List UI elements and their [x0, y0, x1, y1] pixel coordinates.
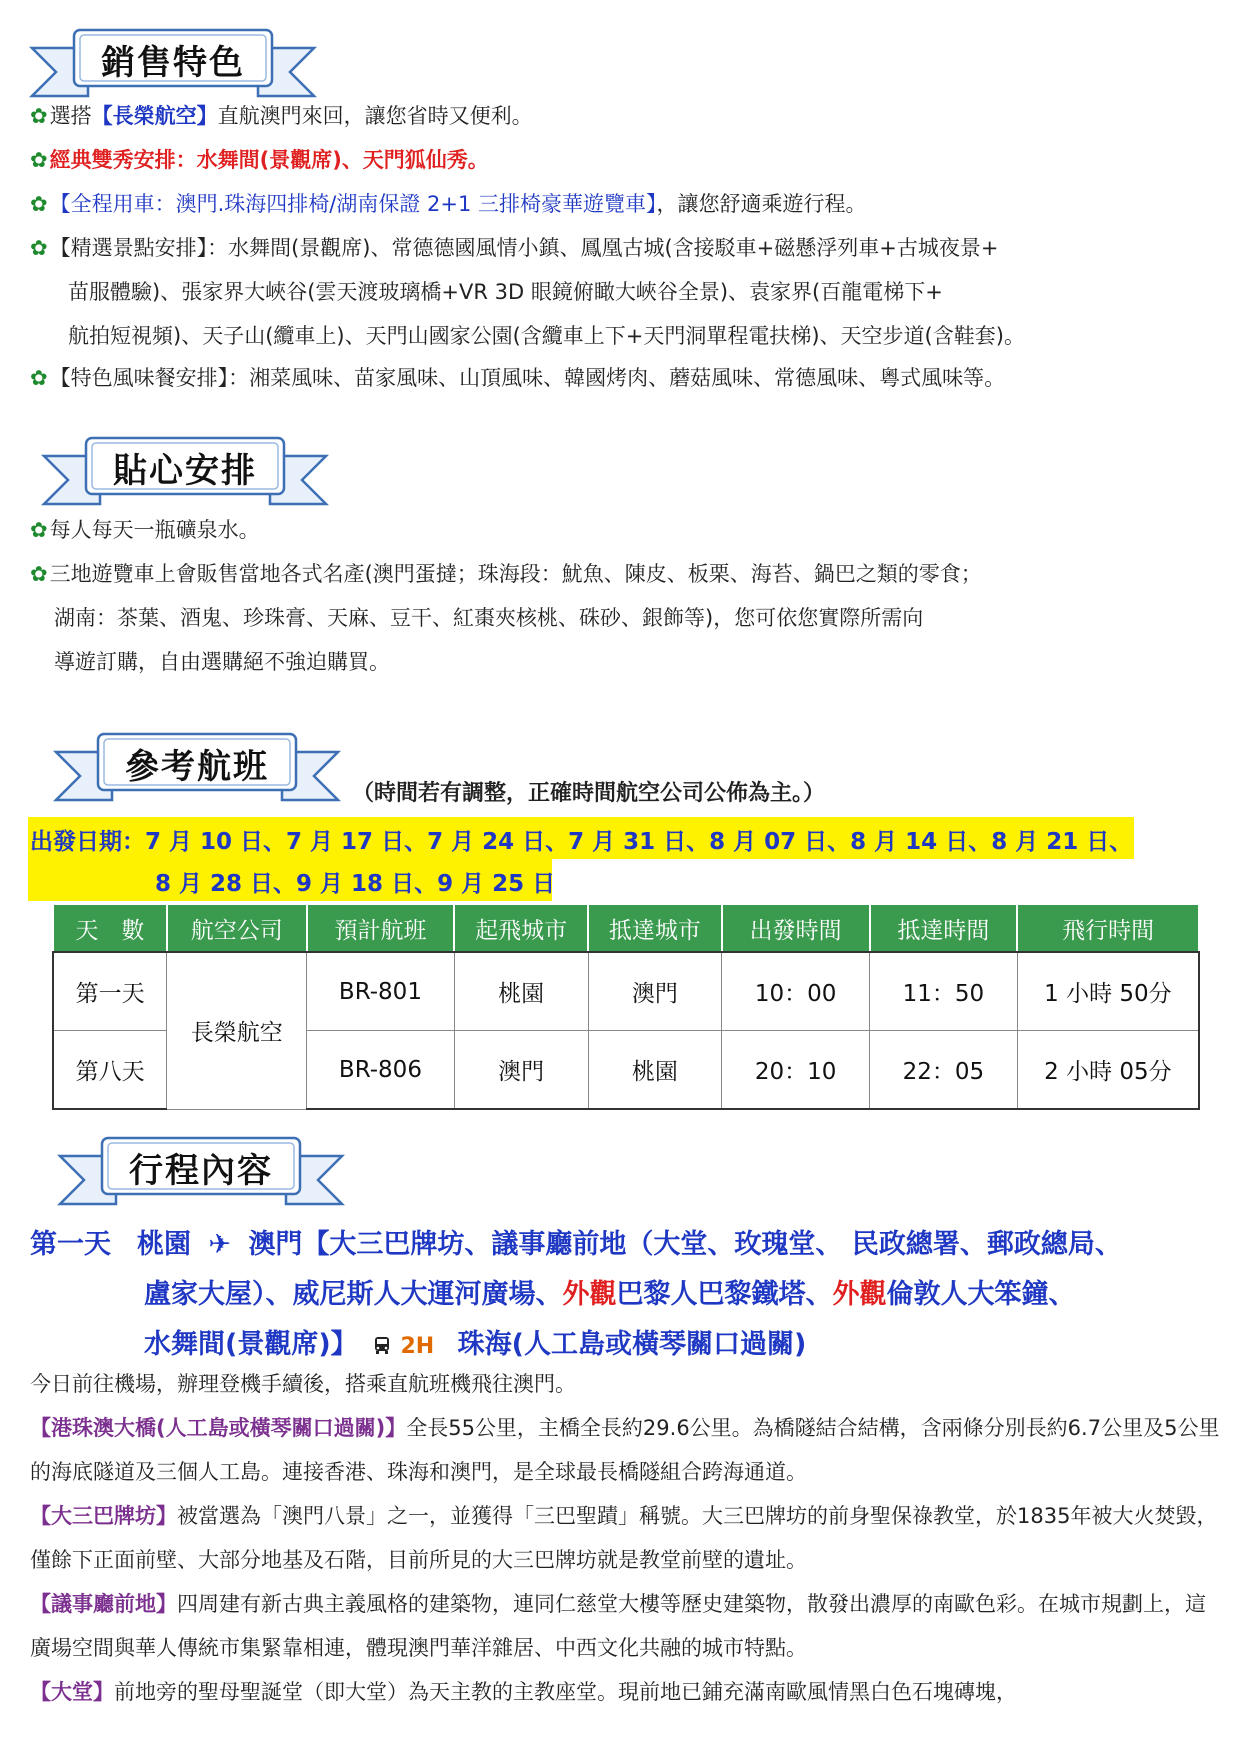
day1-description	[30, 1406, 1220, 1714]
banner-care-title: 貼心安排	[113, 451, 257, 491]
banner-flights-title: 參考航班	[125, 747, 269, 787]
bus-icon	[373, 1335, 391, 1355]
cell-flight: BR-801	[307, 952, 455, 1031]
flights-note: （時間若有調整，正確時間航空公司公佈為主。）	[352, 781, 826, 806]
cell-dur: 1 小時 50分	[1017, 952, 1199, 1031]
col-header: 抵達城市	[588, 904, 722, 952]
banner-features	[28, 26, 318, 102]
banner-care	[40, 434, 330, 510]
col-header: 航空公司	[167, 904, 307, 952]
flower-icon: ✿	[30, 366, 48, 390]
banner-itinerary	[56, 1134, 346, 1210]
banner-itinerary-title: 行程內容	[129, 1151, 273, 1191]
cell-arr: 11：50	[870, 952, 1018, 1031]
flight-table-header	[53, 904, 1199, 952]
col-header: 抵達時間	[870, 904, 1018, 952]
cell-to: 桃園	[588, 1031, 722, 1110]
day1-heading-line-2: 盧家大屋）、威尼斯人大運河廣場、外觀巴黎人巴黎鐵塔、外觀倫敦人大笨鐘、	[144, 1279, 1076, 1310]
feature-bullet-4: ✿【精選景點安排】：水舞間(景觀席)、常德德國風情小鎮、鳳凰古城(含接駁車+磁懸浮列車+古城夜景+	[30, 236, 999, 260]
cell-dep: 10：00	[722, 952, 870, 1031]
flower-icon: ✿	[30, 148, 48, 172]
feature-bullet-1: ✿選搭【長榮航空】直航澳門來回，讓您省時又便利。	[30, 104, 533, 128]
care-bullet-1: ✿每人每天一瓶礦泉水。	[30, 518, 260, 542]
feature-bullet-3: ✿【全程用車：澳門.珠海四排椅/湖南保證 2+1 三排椅豪華遊覽車】，讓您舒適乘遊行程。	[30, 192, 867, 216]
flower-icon: ✿	[30, 562, 48, 586]
care-bullet-2-line-3: 導遊訂購，自由選購絕不強迫購買。	[54, 650, 390, 674]
cell-day: 第一天	[53, 952, 167, 1031]
day1-label: 第一天	[30, 1229, 111, 1260]
feature-bullet-4-line-2: 苗服體驗)、張家界大峽谷(雲天渡玻璃橋+VR 3D 眼鏡俯瞰大峽谷全景)、袁家界(百龍電梯下+	[68, 280, 943, 304]
flower-icon: ✿	[30, 192, 48, 216]
cell-to: 澳門	[588, 952, 722, 1031]
col-header: 預計航班	[307, 904, 455, 952]
col-header: 起飛城市	[454, 904, 588, 952]
para-bridge: 【港珠澳大橋(人工島或橫琴關口過關)】全長55公里，主橋全長約29.6公里。為橋隧結合結構，含兩條分別長約6.7公里及5公里的海底隧道及三個人工島。連接香港、珠海和澳門，是全球最長橋隧組合跨海通道。	[30, 1416, 1220, 1484]
col-header: 天 數	[53, 904, 167, 952]
cell-dur: 2 小時 05分	[1017, 1031, 1199, 1110]
col-header: 飛行時間	[1017, 904, 1199, 952]
flight-table	[52, 903, 1200, 1110]
airplane-icon: ✈	[208, 1229, 232, 1260]
cell-airline: 長榮航空	[167, 952, 307, 1109]
cell-arr: 22：05	[870, 1031, 1018, 1110]
feature-bullet-5: ✿【特色風味餐安排】：湘菜風味、苗家風味、山頂風味、韓國烤肉、蘑菇風味、常德風味、粵式風味等。	[30, 366, 1006, 390]
table-row	[53, 952, 1199, 1031]
departure-dates-line-1: 出發日期：7 月 10 日、7 月 17 日、7 月 24 日、7 月 31 日、8 月 07 日、8 月 14 日、8 月 21 日、	[30, 829, 1133, 855]
cell-flight: BR-806	[307, 1031, 455, 1110]
cell-day: 第八天	[53, 1031, 167, 1110]
flower-icon: ✿	[30, 518, 48, 542]
flower-icon: ✿	[30, 236, 48, 260]
day1-heading-line-3: 水舞間(景觀席)】 2H 珠海(人工島或橫琴關口過關)	[144, 1329, 807, 1360]
day1-intro: 今日前往機場，辦理登機手續後，搭乘直航班機飛往澳門。	[30, 1372, 576, 1396]
care-bullet-2-line-2: 湖南：茶葉、酒鬼、珍珠膏、天麻、豆干、紅棗夾核桃、硃砂、銀飾等)，您可依您實際所需向	[54, 606, 924, 630]
para-ruins: 【大三巴牌坊】被當選為「澳門八景」之一，並獲得「三巴聖蹟」稱號。大三巴牌坊的前身聖保祿教堂，於1835年被大火焚毀，僅餘下正面前壁、大部分地基及石階，目前所見的大三巴牌坊就是教堂前壁的遺址。	[30, 1504, 1218, 1572]
care-bullet-2: ✿三地遊覽車上會販售當地各式名產(澳門蛋撻；珠海段：魷魚、陳皮、板栗、海苔、鍋巴之類的零食；	[30, 562, 982, 586]
feature-bullet-2: ✿經典雙秀安排：水舞間(景觀席)、天門狐仙秀。	[30, 148, 489, 172]
departure-dates-line-2: 8 月 28 日、9 月 18 日、9 月 25 日	[155, 871, 556, 897]
day1-from: 桃園	[137, 1229, 191, 1260]
para-senado: 【議事廳前地】四周建有新古典主義風格的建築物，連同仁慈堂大樓等歷史建築物，散發出濃厚的南歐色彩。在城市規劃上，這廣場空間與華人傳統市集緊靠相連，體現澳門華洋雜居、中西文化共融的城市特點。	[30, 1592, 1206, 1660]
day1-heading-line-1: 第一天 桃園 ✈ 澳門【大三巴牌坊、議事廳前地（大堂、玫瑰堂、 民政總署、郵政總局、	[30, 1229, 1122, 1260]
flower-icon: ✿	[30, 104, 48, 128]
banner-features-title: 銷售特色	[101, 43, 245, 83]
col-header: 出發時間	[722, 904, 870, 952]
cell-from: 桃園	[454, 952, 588, 1031]
banner-flights	[52, 730, 342, 806]
cell-from: 澳門	[454, 1031, 588, 1110]
feature-bullet-4-line-3: 航拍短視頻)、天子山(纜車上)、天門山國家公園(含纜車上下+天門洞單程電扶梯)、天空步道(含鞋套)。	[68, 324, 1025, 348]
bus-time: 2H	[400, 1334, 435, 1359]
cell-dep: 20：10	[722, 1031, 870, 1110]
para-cathedral: 【大堂】前地旁的聖母聖誕堂（即大堂）為天主教的主教座堂。現前地已鋪充滿南歐風情黑白色石塊磚塊，	[30, 1680, 1017, 1704]
